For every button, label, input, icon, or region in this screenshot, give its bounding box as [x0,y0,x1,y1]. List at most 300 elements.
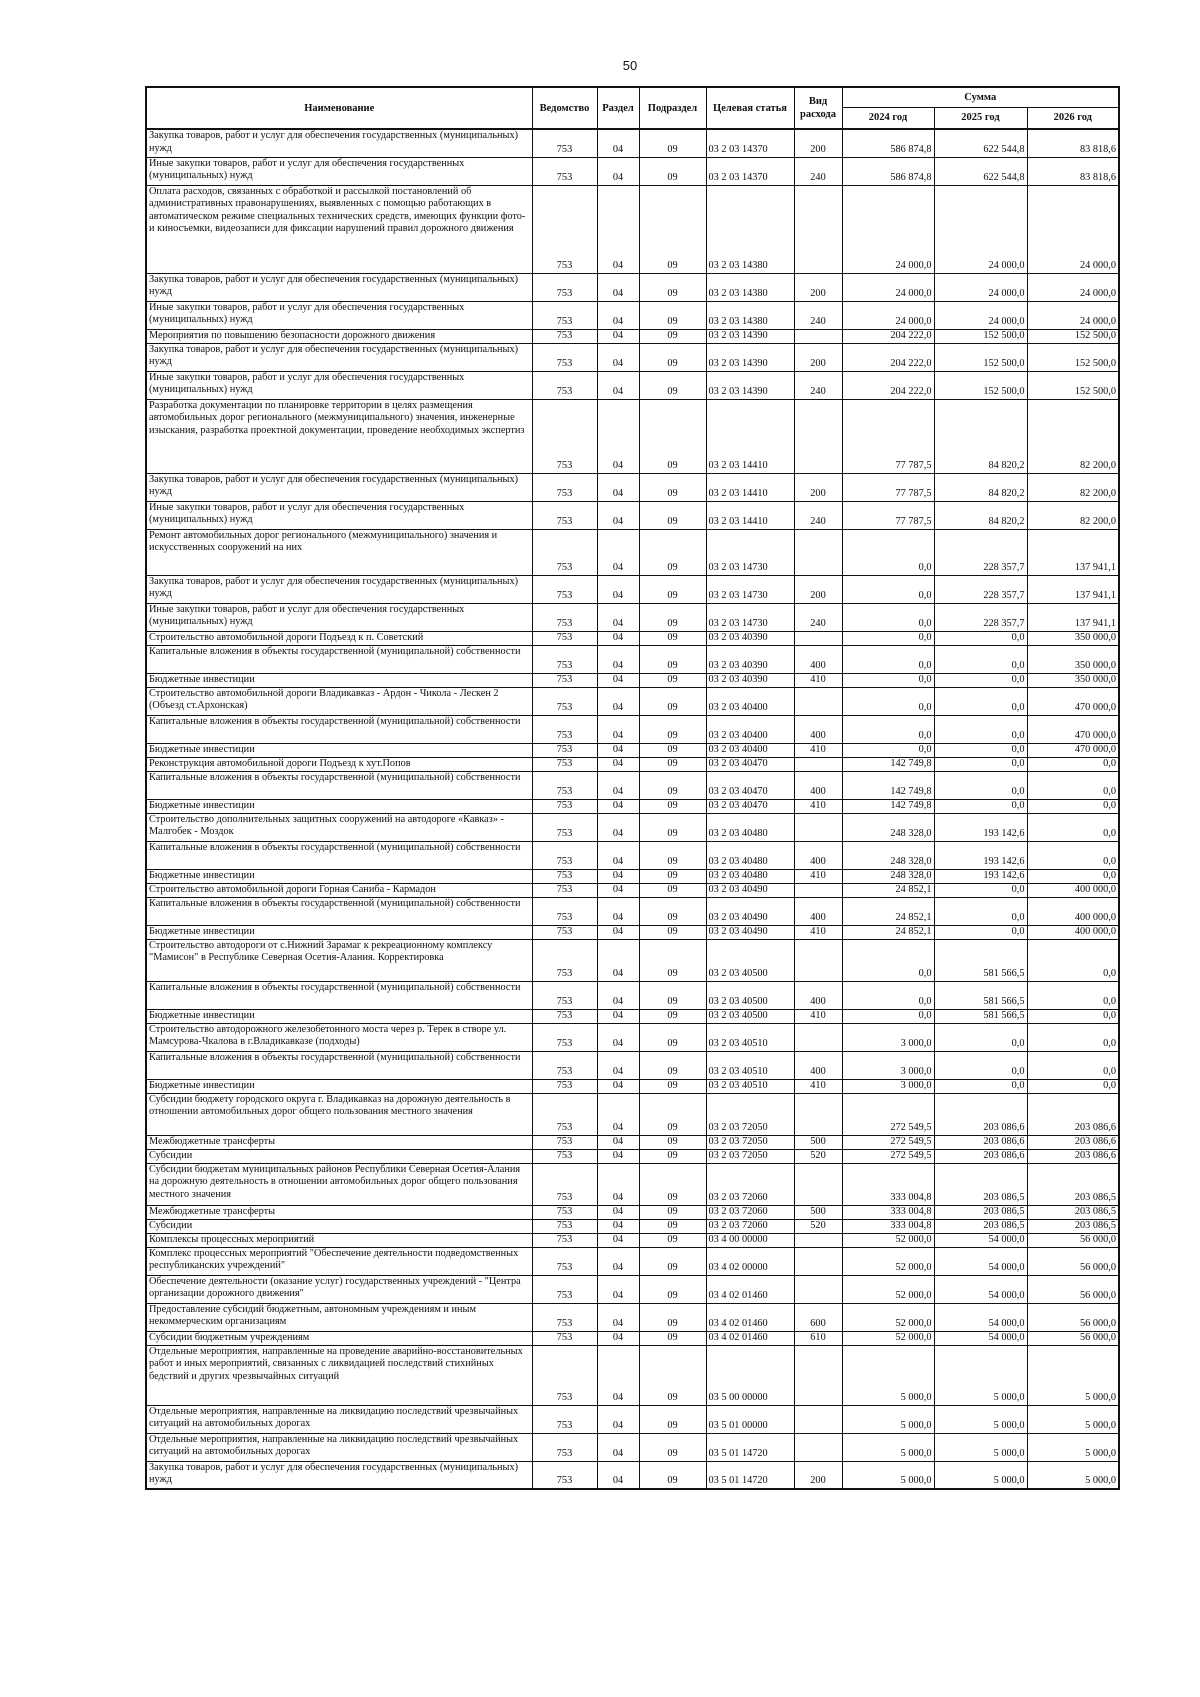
cell-sum-2024: 52 000,0 [842,1303,934,1331]
header-target-article: Целевая статья [706,87,794,129]
cell-target-article: 03 5 00 00000 [706,1345,794,1405]
cell-sum-2026: 203 086,6 [1027,1135,1119,1149]
table-row [146,529,1119,575]
cell-name: Иные закупки товаров, работ и услуг для обеспечения государственных (муниципальных) нужд [146,301,532,329]
cell-subsection: 09 [639,743,706,757]
cell-expense-type [794,1247,842,1275]
cell-sum-2025: 203 086,5 [934,1219,1027,1233]
cell-section: 04 [597,869,639,883]
cell-sum-2024: 0,0 [842,631,934,645]
table-row [146,329,1119,343]
cell-sum-2024: 0,0 [842,743,934,757]
table-row [146,1135,1119,1149]
table-row [146,157,1119,185]
cell-name: Капитальные вложения в объекты государственной (муниципальной) собственности [146,897,532,925]
cell-expense-type: 500 [794,1135,842,1149]
table-row [146,1009,1119,1023]
cell-subsection: 09 [639,841,706,869]
cell-target-article: 03 2 03 14370 [706,157,794,185]
table-row [146,1303,1119,1331]
cell-sum-2024: 0,0 [842,645,934,673]
cell-sum-2025: 193 142,6 [934,813,1027,841]
cell-sum-2025: 0,0 [934,1023,1027,1051]
cell-sum-2024: 0,0 [842,673,934,687]
cell-sum-2026: 203 086,6 [1027,1093,1119,1135]
cell-target-article: 03 2 03 40400 [706,687,794,715]
cell-subsection: 09 [639,1205,706,1219]
cell-sum-2026: 5 000,0 [1027,1433,1119,1461]
cell-expense-type [794,939,842,981]
cell-sum-2026: 0,0 [1027,813,1119,841]
cell-sum-2025: 84 820,2 [934,473,1027,501]
cell-name: Иные закупки товаров, работ и услуг для обеспечения государственных (муниципальных) нужд [146,603,532,631]
cell-department: 753 [532,687,597,715]
cell-sum-2025: 203 086,5 [934,1163,1027,1205]
cell-subsection: 09 [639,575,706,603]
cell-subsection: 09 [639,1163,706,1205]
cell-department: 753 [532,925,597,939]
table-row [146,897,1119,925]
cell-section: 04 [597,1149,639,1163]
cell-department: 753 [532,575,597,603]
cell-name: Комплексы процессных мероприятий [146,1233,532,1247]
table-row [146,1219,1119,1233]
cell-department: 753 [532,1023,597,1051]
cell-name: Бюджетные инвестиции [146,673,532,687]
cell-department: 753 [532,1433,597,1461]
cell-name: Закупка товаров, работ и услуг для обеспечения государственных (муниципальных) нужд [146,343,532,371]
cell-target-article: 03 2 03 14380 [706,273,794,301]
cell-sum-2024: 52 000,0 [842,1331,934,1345]
cell-sum-2026: 400 000,0 [1027,925,1119,939]
cell-expense-type: 410 [794,673,842,687]
cell-subsection: 09 [639,1135,706,1149]
cell-expense-type: 400 [794,771,842,799]
cell-sum-2026: 0,0 [1027,1079,1119,1093]
cell-expense-type [794,1433,842,1461]
cell-department: 753 [532,939,597,981]
cell-target-article: 03 5 01 00000 [706,1405,794,1433]
cell-sum-2026: 0,0 [1027,939,1119,981]
cell-expense-type: 200 [794,273,842,301]
cell-section: 04 [597,883,639,897]
cell-sum-2026: 56 000,0 [1027,1275,1119,1303]
cell-target-article: 03 2 03 72050 [706,1135,794,1149]
cell-name: Строительство автомобильной дороги Подъезд к п. Советский [146,631,532,645]
cell-sum-2024: 142 749,8 [842,771,934,799]
table-row [146,399,1119,473]
cell-sum-2025: 0,0 [934,925,1027,939]
cell-department: 753 [532,529,597,575]
cell-sum-2024: 204 222,0 [842,329,934,343]
cell-sum-2026: 0,0 [1027,1051,1119,1079]
table-row [146,1023,1119,1051]
cell-sum-2024: 24 000,0 [842,301,934,329]
cell-sum-2026: 470 000,0 [1027,687,1119,715]
cell-sum-2024: 248 328,0 [842,869,934,883]
cell-section: 04 [597,329,639,343]
cell-name: Обеспечение деятельности (оказание услуг) государственных учреждений - "Центра организации дорожного движения" [146,1275,532,1303]
cell-expense-type [794,185,842,273]
cell-sum-2026: 137 941,1 [1027,575,1119,603]
cell-sum-2025: 203 086,6 [934,1135,1027,1149]
cell-subsection: 09 [639,529,706,575]
cell-subsection: 09 [639,673,706,687]
cell-target-article: 03 2 03 14730 [706,575,794,603]
cell-name: Капитальные вложения в объекты государственной (муниципальной) собственности [146,841,532,869]
cell-department: 753 [532,343,597,371]
cell-section: 04 [597,897,639,925]
cell-sum-2024: 24 000,0 [842,185,934,273]
cell-target-article: 03 2 03 40500 [706,939,794,981]
cell-expense-type: 400 [794,645,842,673]
cell-department: 753 [532,1051,597,1079]
cell-expense-type: 240 [794,371,842,399]
cell-name: Закупка товаров, работ и услуг для обеспечения государственных (муниципальных) нужд [146,273,532,301]
cell-subsection: 09 [639,1247,706,1275]
cell-name: Бюджетные инвестиции [146,1079,532,1093]
cell-subsection: 09 [639,1303,706,1331]
cell-target-article: 03 2 03 40480 [706,841,794,869]
cell-sum-2024: 272 549,5 [842,1135,934,1149]
cell-section: 04 [597,1303,639,1331]
cell-department: 753 [532,1093,597,1135]
cell-sum-2026: 24 000,0 [1027,185,1119,273]
cell-target-article: 03 2 03 14730 [706,529,794,575]
cell-target-article: 03 2 03 40400 [706,743,794,757]
cell-expense-type: 410 [794,1079,842,1093]
cell-target-article: 03 2 03 72050 [706,1149,794,1163]
cell-name: Комплекс процессных мероприятий "Обеспечение деятельности подведомственных республиканских учреждений" [146,1247,532,1275]
cell-sum-2025: 54 000,0 [934,1233,1027,1247]
cell-subsection: 09 [639,687,706,715]
cell-department: 753 [532,129,597,157]
cell-sum-2025: 0,0 [934,743,1027,757]
table-row [146,1233,1119,1247]
cell-department: 753 [532,897,597,925]
cell-sum-2025: 0,0 [934,673,1027,687]
cell-expense-type: 240 [794,603,842,631]
cell-section: 04 [597,645,639,673]
cell-subsection: 09 [639,897,706,925]
cell-sum-2025: 203 086,6 [934,1093,1027,1135]
cell-target-article: 03 5 01 14720 [706,1433,794,1461]
cell-name: Бюджетные инвестиции [146,869,532,883]
cell-sum-2026: 470 000,0 [1027,715,1119,743]
cell-section: 04 [597,939,639,981]
cell-name: Закупка товаров, работ и услуг для обеспечения государственных (муниципальных) нужд [146,575,532,603]
cell-sum-2024: 0,0 [842,939,934,981]
cell-name: Субсидии бюджетным учреждениям [146,1331,532,1345]
cell-sum-2024: 272 549,5 [842,1093,934,1135]
cell-subsection: 09 [639,1461,706,1489]
cell-expense-type: 200 [794,575,842,603]
cell-target-article: 03 2 03 40500 [706,1009,794,1023]
cell-sum-2025: 24 000,0 [934,185,1027,273]
cell-department: 753 [532,673,597,687]
cell-sum-2024: 248 328,0 [842,813,934,841]
cell-sum-2026: 203 086,5 [1027,1205,1119,1219]
cell-sum-2026: 24 000,0 [1027,301,1119,329]
cell-sum-2024: 24 852,1 [842,897,934,925]
cell-sum-2025: 203 086,5 [934,1205,1027,1219]
cell-target-article: 03 2 03 14370 [706,129,794,157]
cell-sum-2025: 193 142,6 [934,841,1027,869]
cell-target-article: 03 2 03 40400 [706,715,794,743]
cell-sum-2026: 470 000,0 [1027,743,1119,757]
table-row [146,343,1119,371]
cell-sum-2025: 622 544,8 [934,129,1027,157]
cell-subsection: 09 [639,157,706,185]
cell-name: Строительство дополнительных защитных сооружений на автодороге «Кавказ» - Малгобек - Моздок [146,813,532,841]
cell-target-article: 03 2 03 14380 [706,301,794,329]
cell-subsection: 09 [639,1331,706,1345]
cell-name: Бюджетные инвестиции [146,743,532,757]
cell-subsection: 09 [639,1023,706,1051]
cell-subsection: 09 [639,1405,706,1433]
cell-department: 753 [532,1461,597,1489]
table-row [146,129,1119,157]
cell-sum-2025: 5 000,0 [934,1405,1027,1433]
table-row [146,743,1119,757]
cell-department: 753 [532,631,597,645]
cell-sum-2026: 82 200,0 [1027,399,1119,473]
cell-sum-2025: 0,0 [934,687,1027,715]
cell-sum-2026: 152 500,0 [1027,329,1119,343]
cell-target-article: 03 2 03 14730 [706,603,794,631]
cell-expense-type: 240 [794,501,842,529]
cell-expense-type: 200 [794,1461,842,1489]
cell-target-article: 03 2 03 72060 [706,1205,794,1219]
cell-sum-2026: 203 086,5 [1027,1163,1119,1205]
cell-sum-2024: 24 852,1 [842,883,934,897]
cell-target-article: 03 2 03 40510 [706,1051,794,1079]
cell-sum-2026: 5 000,0 [1027,1405,1119,1433]
cell-expense-type [794,1405,842,1433]
table-row [146,1331,1119,1345]
cell-expense-type: 410 [794,925,842,939]
cell-target-article: 03 2 03 40480 [706,869,794,883]
cell-subsection: 09 [639,501,706,529]
cell-name: Капитальные вложения в объекты государственной (муниципальной) собственности [146,771,532,799]
cell-sum-2025: 581 566,5 [934,981,1027,1009]
cell-expense-type: 610 [794,1331,842,1345]
cell-section: 04 [597,157,639,185]
cell-sum-2025: 0,0 [934,645,1027,673]
cell-expense-type: 400 [794,897,842,925]
table-row [146,799,1119,813]
cell-sum-2026: 83 818,6 [1027,129,1119,157]
cell-sum-2025: 0,0 [934,631,1027,645]
cell-sum-2025: 54 000,0 [934,1247,1027,1275]
table-row [146,883,1119,897]
cell-section: 04 [597,1331,639,1345]
cell-section: 04 [597,1009,639,1023]
table-row [146,603,1119,631]
cell-target-article: 03 2 03 40390 [706,631,794,645]
cell-section: 04 [597,473,639,501]
cell-name: Межбюджетные трансферты [146,1205,532,1219]
table-row [146,1405,1119,1433]
cell-target-article: 03 2 03 40500 [706,981,794,1009]
cell-section: 04 [597,1079,639,1093]
cell-department: 753 [532,1079,597,1093]
cell-sum-2024: 0,0 [842,575,934,603]
cell-name: Бюджетные инвестиции [146,925,532,939]
cell-sum-2024: 272 549,5 [842,1149,934,1163]
cell-sum-2024: 52 000,0 [842,1275,934,1303]
cell-section: 04 [597,1023,639,1051]
cell-expense-type: 410 [794,1009,842,1023]
cell-sum-2026: 56 000,0 [1027,1233,1119,1247]
cell-target-article: 03 4 02 01460 [706,1275,794,1303]
cell-section: 04 [597,743,639,757]
cell-name: Субсидии бюджету городского округа г. Владикавказ на дорожную деятельность в отношении автомобильных дорог общего пользования местного значения [146,1093,532,1135]
cell-subsection: 09 [639,813,706,841]
cell-sum-2024: 77 787,5 [842,501,934,529]
table-row [146,185,1119,273]
cell-target-article: 03 2 03 40510 [706,1023,794,1051]
cell-name: Закупка товаров, работ и услуг для обеспечения государственных (муниципальных) нужд [146,473,532,501]
cell-target-article: 03 2 03 40470 [706,771,794,799]
cell-target-article: 03 2 03 14390 [706,343,794,371]
cell-sum-2026: 350 000,0 [1027,673,1119,687]
cell-sum-2025: 0,0 [934,757,1027,771]
cell-sum-2026: 0,0 [1027,771,1119,799]
cell-sum-2024: 24 000,0 [842,273,934,301]
cell-sum-2026: 203 086,5 [1027,1219,1119,1233]
cell-subsection: 09 [639,869,706,883]
cell-sum-2024: 204 222,0 [842,343,934,371]
cell-subsection: 09 [639,1149,706,1163]
cell-section: 04 [597,631,639,645]
cell-name: Иные закупки товаров, работ и услуг для обеспечения государственных (муниципальных) нужд [146,157,532,185]
cell-target-article: 03 2 03 40510 [706,1079,794,1093]
cell-sum-2024: 0,0 [842,687,934,715]
cell-department: 753 [532,329,597,343]
cell-sum-2026: 0,0 [1027,869,1119,883]
cell-sum-2026: 152 500,0 [1027,343,1119,371]
cell-target-article: 03 2 03 40390 [706,673,794,687]
cell-expense-type: 410 [794,799,842,813]
table-row [146,771,1119,799]
cell-expense-type [794,687,842,715]
cell-subsection: 09 [639,645,706,673]
cell-name: Бюджетные инвестиции [146,1009,532,1023]
cell-section: 04 [597,371,639,399]
cell-sum-2025: 0,0 [934,771,1027,799]
cell-section: 04 [597,1135,639,1149]
cell-section: 04 [597,1219,639,1233]
cell-sum-2026: 5 000,0 [1027,1461,1119,1489]
cell-sum-2025: 622 544,8 [934,157,1027,185]
cell-sum-2024: 5 000,0 [842,1461,934,1489]
table-row [146,1163,1119,1205]
cell-expense-type: 410 [794,743,842,757]
cell-section: 04 [597,673,639,687]
cell-section: 04 [597,501,639,529]
cell-expense-type: 400 [794,715,842,743]
cell-subsection: 09 [639,771,706,799]
cell-name: Иные закупки товаров, работ и услуг для обеспечения государственных (муниципальных) нужд [146,371,532,399]
cell-section: 04 [597,575,639,603]
table-row [146,1149,1119,1163]
cell-sum-2026: 56 000,0 [1027,1247,1119,1275]
cell-subsection: 09 [639,273,706,301]
cell-sum-2024: 142 749,8 [842,799,934,813]
cell-subsection: 09 [639,371,706,399]
table-row [146,673,1119,687]
cell-sum-2024: 586 874,8 [842,129,934,157]
header-sum: Сумма [842,87,1119,107]
cell-subsection: 09 [639,757,706,771]
cell-name: Иные закупки товаров, работ и услуг для обеспечения государственных (муниципальных) нужд [146,501,532,529]
cell-name: Отдельные мероприятия, направленные на ликвидацию последствий чрезвычайных ситуаций на автомобильных дорогах [146,1433,532,1461]
cell-sum-2026: 137 941,1 [1027,529,1119,575]
cell-sum-2024: 77 787,5 [842,399,934,473]
cell-section: 04 [597,301,639,329]
cell-sum-2026: 0,0 [1027,841,1119,869]
table-row [146,575,1119,603]
cell-expense-type: 240 [794,157,842,185]
cell-section: 04 [597,1247,639,1275]
cell-target-article: 03 2 03 40390 [706,645,794,673]
cell-expense-type [794,1275,842,1303]
cell-department: 753 [532,273,597,301]
cell-department: 753 [532,1331,597,1345]
cell-target-article: 03 2 03 72050 [706,1093,794,1135]
cell-subsection: 09 [639,473,706,501]
cell-sum-2024: 248 328,0 [842,841,934,869]
cell-sum-2026: 203 086,6 [1027,1149,1119,1163]
cell-target-article: 03 2 03 14410 [706,399,794,473]
cell-subsection: 09 [639,329,706,343]
cell-sum-2026: 5 000,0 [1027,1345,1119,1405]
cell-department: 753 [532,1163,597,1205]
cell-expense-type [794,631,842,645]
cell-sum-2026: 82 200,0 [1027,501,1119,529]
cell-sum-2025: 84 820,2 [934,399,1027,473]
table-row [146,1461,1119,1489]
budget-table [145,86,1120,1490]
cell-sum-2025: 203 086,6 [934,1149,1027,1163]
cell-sum-2026: 0,0 [1027,981,1119,1009]
cell-department: 753 [532,841,597,869]
table-row [146,501,1119,529]
cell-sum-2024: 333 004,8 [842,1163,934,1205]
cell-sum-2025: 152 500,0 [934,371,1027,399]
cell-sum-2025: 54 000,0 [934,1331,1027,1345]
cell-target-article: 03 4 02 00000 [706,1247,794,1275]
cell-sum-2025: 5 000,0 [934,1433,1027,1461]
cell-section: 04 [597,1205,639,1219]
cell-section: 04 [597,1433,639,1461]
cell-target-article: 03 2 03 40490 [706,925,794,939]
cell-section: 04 [597,757,639,771]
table-header [146,87,1119,129]
cell-section: 04 [597,715,639,743]
cell-target-article: 03 5 01 14720 [706,1461,794,1489]
header-department: Ведомство [532,87,597,129]
cell-department: 753 [532,715,597,743]
cell-expense-type [794,1093,842,1135]
cell-sum-2024: 204 222,0 [842,371,934,399]
cell-subsection: 09 [639,1433,706,1461]
header-year-2025: 2025 год [934,107,1027,129]
cell-sum-2024: 0,0 [842,981,934,1009]
cell-sum-2026: 400 000,0 [1027,897,1119,925]
cell-sum-2026: 0,0 [1027,1009,1119,1023]
